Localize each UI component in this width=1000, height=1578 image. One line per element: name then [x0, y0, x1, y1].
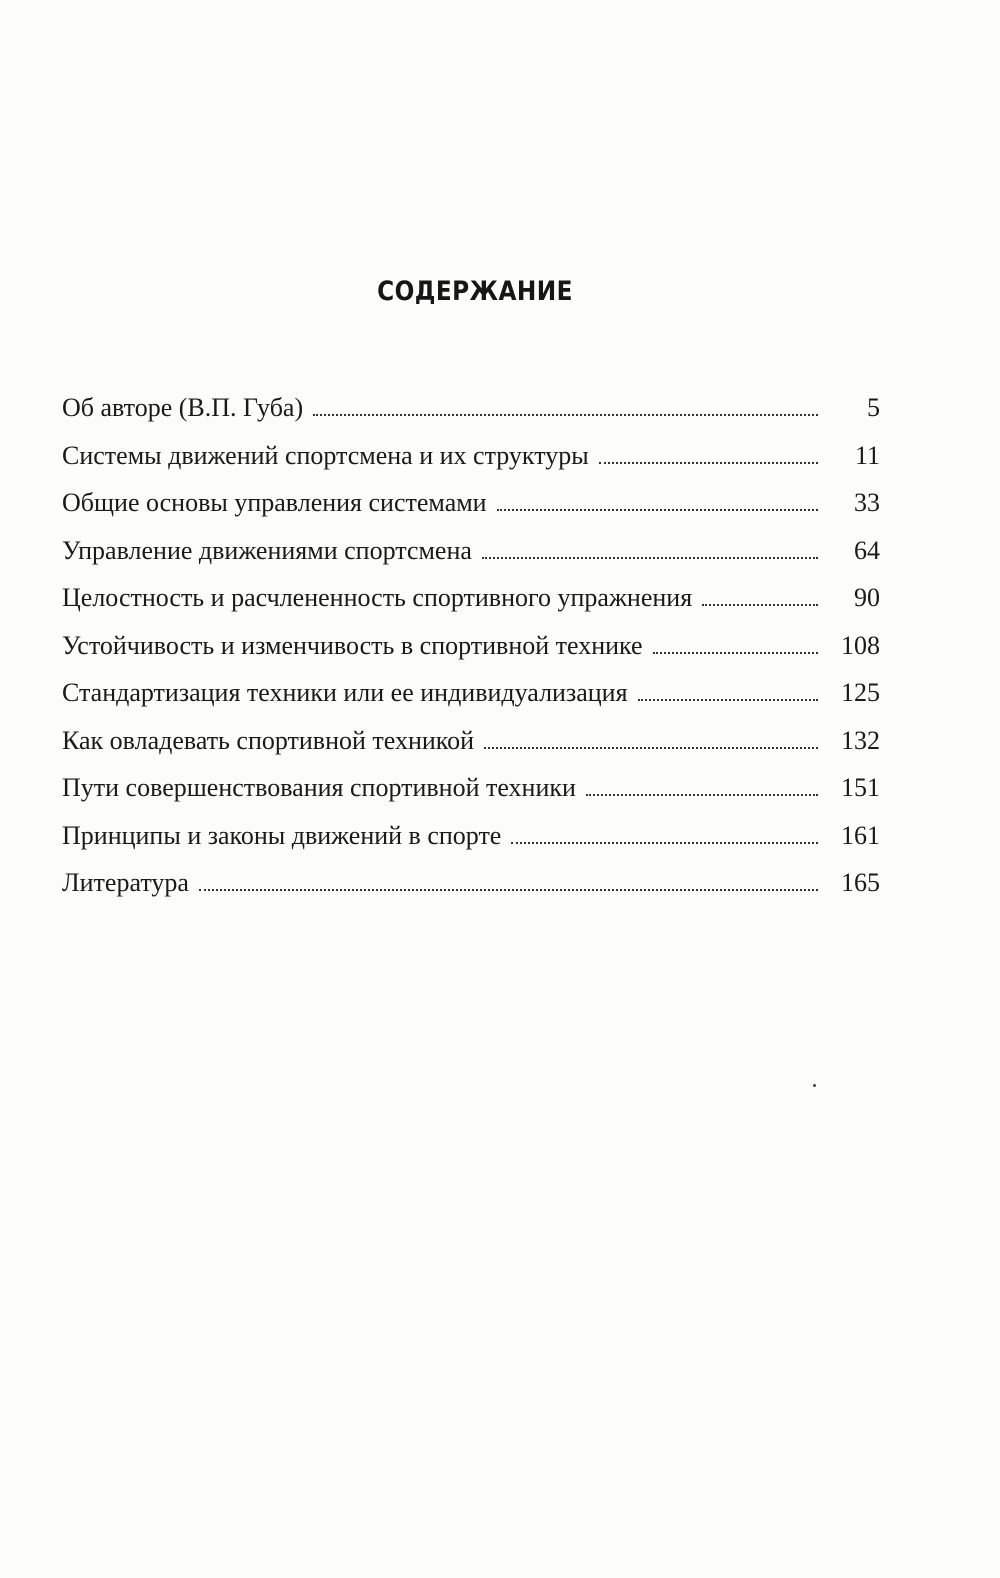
dot-leader [199, 889, 818, 891]
dot-leader [482, 557, 818, 559]
toc-entry-title: Стандартизация техники или ее индивидуализация [62, 678, 628, 707]
print-speck [813, 1084, 816, 1087]
toc-entry-page: 90 [854, 583, 880, 612]
page-title: СОДЕРЖАНИЕ [377, 276, 573, 307]
dot-leader [599, 462, 818, 464]
dot-leader [511, 842, 818, 844]
toc-entry-title: Управление движениями спортсмена [62, 535, 472, 565]
dot-leader [586, 794, 818, 796]
toc-entry-page: 11 [854, 440, 880, 470]
dot-leader [702, 604, 818, 606]
toc-entry-page: 132 [841, 725, 880, 755]
dot-leader [484, 747, 818, 749]
toc-entry-title: Пути совершенствования спортивной техники [62, 773, 576, 802]
toc-entry-title: Системы движений спортсмена и их структуры [62, 440, 589, 470]
toc-entry-page: 5 [867, 393, 880, 422]
toc-entry [62, 721, 880, 769]
toc-entry-page: 108 [841, 630, 880, 660]
toc-entry-page: 151 [841, 773, 880, 802]
toc-entry [62, 863, 880, 911]
toc-entry [62, 531, 880, 579]
toc-entry [62, 626, 880, 674]
toc-entry-title: Общие основы управления системами [62, 488, 487, 517]
toc-entry-title: Целостность и расчлененность спортивного упражнения [62, 583, 693, 612]
toc-entry-title: Принципы и законы движений в спорте [62, 820, 502, 850]
toc-entry [62, 673, 880, 721]
toc-entry [62, 436, 880, 484]
toc-entry [62, 768, 880, 816]
toc-entry-page: 125 [841, 678, 880, 707]
toc-entry [62, 578, 880, 626]
toc-entry-page: 165 [841, 868, 880, 897]
toc-entry-title: Как овладевать спортивной техникой [62, 725, 475, 755]
toc-entry-title: Об авторе (В.П. Губа) [62, 393, 304, 422]
table-of-contents [62, 388, 880, 911]
dot-leader [638, 699, 818, 701]
toc-entry-title: Устойчивость и изменчивость в спортивной технике [62, 630, 643, 660]
toc-entry-page: 64 [854, 535, 880, 565]
dot-leader [313, 414, 818, 416]
toc-entry [62, 483, 880, 531]
toc-entry [62, 816, 880, 864]
toc-entry-page: 33 [854, 488, 880, 517]
toc-entry-page: 161 [841, 820, 880, 850]
dot-leader [653, 652, 818, 654]
toc-entry-title: Литература [62, 868, 189, 897]
toc-entry [62, 388, 880, 436]
dot-leader [497, 509, 818, 511]
